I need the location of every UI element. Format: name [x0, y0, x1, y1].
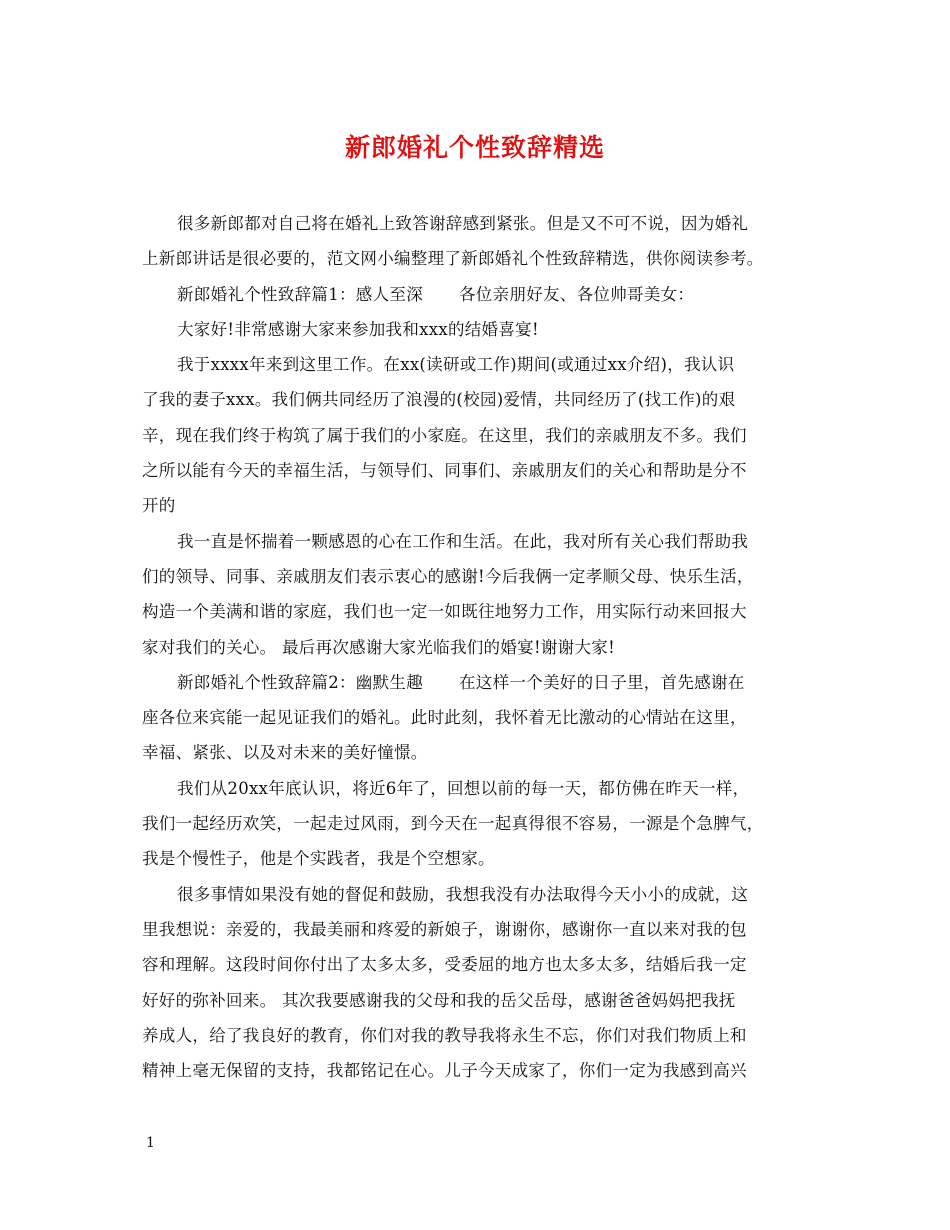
text-line: 很多新郎都对自己将在婚礼上致答谢辞感到紧张。但是又不可不说，因为婚礼	[177, 214, 749, 233]
text-line: 我们从20xx年底认识，将近6年了，回想以前的每一天，都仿佛在昨天一样，	[177, 778, 750, 798]
text-line: 养成人，给了我良好的教育，你们对我的教导我将永生不忘，你们对我们物质上和	[142, 1025, 747, 1045]
text-line: 们的领导、同事、亲戚朋友们表示衷心的感谢!今后我俩一定孝顺父母、快乐生活，	[142, 566, 754, 586]
text-line: 构造一个美满和谐的家庭，我们也一定一如既往地努力工作，用实际行动来回报大	[142, 602, 747, 622]
text-line: 我们一起经历欢笑，一起走过风雨，到今天在一起真得很不容易，一源是个急脾气，	[142, 814, 764, 834]
section-heading-1: 新郎婚礼个性致辞篇1：感人至深	[177, 284, 423, 304]
text-line-heading-1	[142, 277, 832, 312]
document-title: 新郎婚礼个性致辞精选	[344, 133, 605, 162]
text-line: 家对我们的关心。 最后再次感谢大家光临我们的婚宴!谢谢大家!	[142, 637, 616, 657]
text-line: 开的	[142, 496, 176, 516]
text-line: 上新郎讲话是很必要的，范文网小编整理了新郎婚礼个性致辞精选，供你阅读参考。	[142, 249, 764, 269]
text-line: 之所以能有今天的幸福生活，与领导们、同事们、亲戚朋友们的关心和帮助是分不	[142, 461, 747, 481]
text-line: 幸福、紧张、以及对未来的美好憧憬。	[142, 743, 428, 763]
text-line: 座各位来宾能一起见证我们的婚礼。此时此刻，我怀着无比激动的心情站在这里，	[142, 708, 747, 728]
text-line: 精神上毫无保留的支持，我都铭记在心。儿子今天成家了，你们一定为我感到高兴	[142, 1061, 747, 1081]
text-line: 里我想说：亲爱的，我最美丽和疼爱的新娘子，谢谢你，感谢你一直以来对我的包	[142, 919, 747, 939]
opening-text: 在这样一个美好的日子里，首先感谢在	[459, 672, 745, 692]
text-line: 辛，现在我们终于构筑了属于我们的小家庭。在这里，我们的亲戚朋友不多。我们	[142, 425, 747, 445]
text-line: 我是个慢性子，他是个实践者，我是个空想家。	[142, 849, 495, 869]
text-line: 很多事情如果没有她的督促和鼓励，我想我没有办法取得今天小小的成就，这	[177, 884, 749, 904]
text-line: 了我的妻子xxx。我们俩共同经历了浪漫的(校园)爱情，共同经历了(找工作)的艰	[142, 390, 736, 410]
section-heading-2: 新郎婚礼个性致辞篇2：幽默生趣	[177, 672, 423, 692]
page-number: 1	[146, 1135, 155, 1151]
text-line-heading-2	[142, 665, 832, 700]
text-line: 大家好!非常感谢大家来参加我和xxx的结婚喜宴!	[177, 319, 539, 339]
text-line: 好好的弥补回来。 其次我要感谢我的父母和我的岳父岳母，感谢爸爸妈妈把我抚	[142, 990, 736, 1010]
greeting-text: 各位亲朋好友、各位帅哥美女：	[459, 284, 695, 304]
document-body	[142, 206, 832, 1088]
text-line: 我于xxxx年来到这里工作。在xx(读研或工作)期间(或通过xx介绍)，我认识	[177, 355, 735, 375]
text-line: 我一直是怀揣着一颗感恩的心在工作和生活。在此，我对所有关心我们帮助我	[177, 531, 749, 551]
text-line: 容和理解。这段时间你付出了太多太多，受委屈的地方也太多太多，结婚后我一定	[142, 955, 747, 975]
